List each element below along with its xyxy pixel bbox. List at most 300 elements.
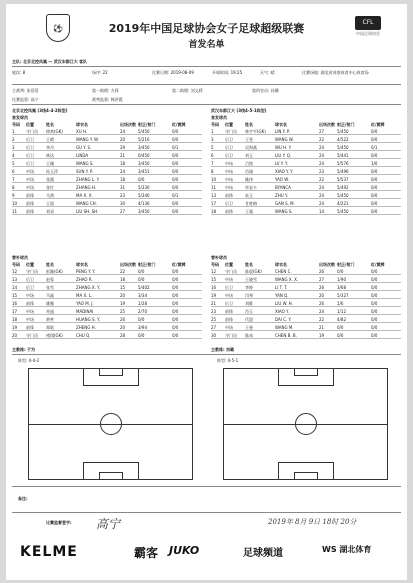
table-row <box>12 324 202 331</box>
table-row <box>12 208 202 215</box>
table-cell: 0/0 <box>371 277 378 282</box>
table-cell: WANG S. <box>76 161 94 166</box>
table-cell: 5/216 <box>138 137 150 142</box>
table-cell: 6 <box>12 169 15 174</box>
table-cell: 前锋 <box>225 209 233 214</box>
table-cell: 0/0 <box>138 333 145 338</box>
table-cell: 4 <box>12 153 15 158</box>
table-cell: 张雪 <box>46 285 54 290</box>
away-formation-label: 阵型: 4-5-1 <box>217 358 239 363</box>
table-cell: 18 <box>211 209 217 214</box>
table-cell: 李婷 <box>245 285 253 290</box>
sponsor-kelme: KELME <box>20 544 78 560</box>
table-cell: 5/450 <box>337 145 349 150</box>
table-cell: 0/0 <box>172 161 179 166</box>
table-cell: 0/0 <box>371 293 378 298</box>
table-cell: 7 <box>12 177 15 182</box>
table-cell: 19 <box>12 325 18 330</box>
table-cell: 0/0 <box>371 193 378 198</box>
table-cell: 彭颖(GK) <box>46 269 63 274</box>
table-cell: 0/0 <box>172 301 179 306</box>
table-cell: 中场 <box>225 161 233 166</box>
table-cell: 孙玉萍 <box>46 169 58 174</box>
table-cell: SUN Y. P. <box>76 169 93 174</box>
table-cell: 8 <box>12 185 15 190</box>
table-cell: 19 <box>211 293 217 298</box>
table-cell: 19 <box>120 301 126 306</box>
table-cell: 24 <box>120 129 126 134</box>
sponsor-bake: 霸客 <box>134 546 159 560</box>
lineup-sheet <box>6 4 407 580</box>
table-row <box>211 292 401 299</box>
table-cell: 前锋 <box>225 317 233 322</box>
table-row <box>211 184 401 191</box>
table-row <box>12 332 202 339</box>
table-cell: 10 <box>211 177 217 182</box>
table-cell: 31 <box>120 185 126 190</box>
table-cell: 中场 <box>26 185 34 190</box>
table-row <box>12 292 202 299</box>
table-cell: GAN S. M. <box>275 201 295 206</box>
home-formation-label: 阵型: 4-4-2 <box>18 358 40 363</box>
table-row <box>12 128 202 135</box>
table-cell: 吕悦 <box>245 161 253 166</box>
table-cell: 前锋 <box>26 209 34 214</box>
table-cell: 23 <box>319 169 325 174</box>
table-cell: 21 <box>319 325 325 330</box>
table-cell: 0/0 <box>371 137 378 142</box>
column-header: 红/黄牌 <box>371 262 385 267</box>
table-cell: 4/82 <box>337 317 346 322</box>
table-cell: 5 <box>12 161 15 166</box>
column-header: 红/黄牌 <box>172 122 186 127</box>
table-cell: 24 <box>319 185 325 190</box>
table-cell: 10 <box>12 201 18 206</box>
table-cell: MADINAI <box>76 309 94 314</box>
table-cell: 23 <box>120 193 126 198</box>
table-cell: 1/12 <box>337 309 346 314</box>
table-cell: 后卫 <box>26 161 34 166</box>
page-subtitle: 首发名单 <box>188 40 225 50</box>
column-header: 号码 <box>12 122 20 127</box>
cfl-badge: CFL <box>355 16 381 30</box>
signature-label: 比赛监督签字: <box>46 520 72 525</box>
table-cell: 16 <box>12 301 18 306</box>
table-cell: 守门员 <box>26 269 38 274</box>
table-cell: 5/450 <box>337 193 349 198</box>
table-cell: 19 <box>319 333 325 338</box>
table-cell: 11 <box>12 209 18 214</box>
home-team-header: 北京北控凤凰 (3线4-4-2阵型) <box>12 108 68 113</box>
table-cell: 马茜 <box>46 193 54 198</box>
column-header: 球衣名 <box>275 122 287 127</box>
table-cell: YAN Q. <box>275 293 289 298</box>
table-cell: 26 <box>319 301 325 306</box>
handwritten-date: 2019年 8月 9日 18时 20分 <box>268 518 357 526</box>
table-cell: 守门员 <box>225 269 237 274</box>
table-cell: 21 <box>120 153 126 158</box>
away-team-header: 武汉车都江大 (3线4-5-1阵型) <box>211 108 267 113</box>
table-cell: 20 <box>319 293 325 298</box>
table-cell: 后卫 <box>225 137 233 142</box>
table-cell: 29 <box>120 145 126 150</box>
column-header: 出场次数 <box>319 122 335 127</box>
table-cell: 14 <box>12 285 18 290</box>
table-cell: 0/0 <box>172 317 179 322</box>
table-cell: 23 <box>211 309 217 314</box>
table-cell: 8 <box>211 169 214 174</box>
table-cell: 17 <box>211 201 217 206</box>
table-row <box>12 300 202 307</box>
table-cell: 0/0 <box>371 269 378 274</box>
table-cell: ZHANG H. <box>76 185 97 190</box>
table-cell: 27 <box>319 129 325 134</box>
table-cell: YAO W. <box>275 177 289 182</box>
table-cell: 16 <box>211 285 217 290</box>
table-cell: 0/0 <box>138 277 145 282</box>
table-cell: 18 <box>120 177 126 182</box>
table-cell: 5/402 <box>138 285 150 290</box>
table-cell: 5/492 <box>337 185 349 190</box>
table-cell: 27 <box>319 277 325 282</box>
cfa-logo-icon: ⚽ <box>46 14 70 42</box>
table-cell: 0/0 <box>371 301 378 306</box>
table-cell: CHEN C. <box>275 269 292 274</box>
table-cell: 0/0 <box>138 177 145 182</box>
table-cell: 30 <box>211 333 217 338</box>
table-cell: 7 <box>211 161 214 166</box>
table-cell: 24 <box>120 169 126 174</box>
table-cell: 0/1 <box>172 193 179 198</box>
table-cell: 25 <box>211 317 217 322</box>
table-cell: 后卫 <box>26 285 34 290</box>
column-header: 姓名 <box>46 262 54 267</box>
table-cell: 陈冰 <box>245 333 253 338</box>
table-cell: 0/0 <box>371 209 378 214</box>
table-cell: 前锋 <box>26 301 34 306</box>
away-coach-label: 主教练: 刘璐 <box>211 347 234 352</box>
table-cell: 18 <box>120 277 126 282</box>
table-cell: 0/0 <box>172 333 179 338</box>
table-cell: 林宇平(GK) <box>245 129 266 134</box>
table-cell: 0/0 <box>337 333 344 338</box>
table-cell: 18 <box>120 161 126 166</box>
table-cell: 3 <box>211 137 214 142</box>
table-cell: 5/450 <box>337 209 349 214</box>
table-cell: 0/0 <box>337 269 344 274</box>
column-header: 姓名 <box>245 262 253 267</box>
away-subs-label: 替补球员 <box>211 255 227 260</box>
table-row <box>12 200 202 207</box>
table-cell: 4/522 <box>337 137 349 142</box>
table-cell: 0/0 <box>371 129 378 134</box>
table-row <box>211 160 401 167</box>
table-cell: 中场 <box>26 169 34 174</box>
table-cell: 姚娜 <box>46 301 54 306</box>
table-cell: WU H. Y. <box>275 145 292 150</box>
column-header: 射正/射门 <box>138 262 156 267</box>
table-cell: 4/221 <box>337 201 349 206</box>
table-row <box>211 200 401 207</box>
table-cell: 前锋 <box>26 325 34 330</box>
table-cell: 6 <box>211 153 214 158</box>
column-header: 位置 <box>225 262 233 267</box>
table-cell: 前锋 <box>26 193 34 198</box>
table-cell: 5/496 <box>337 169 349 174</box>
table-cell: 前锋 <box>225 193 233 198</box>
table-cell: 麦迪 <box>46 309 54 314</box>
table-cell: 中场 <box>225 277 233 282</box>
table-cell: 18 <box>12 317 18 322</box>
table-cell: 王曼 <box>245 325 253 330</box>
match-director-label: 比赛监督: 高宁 <box>12 97 39 102</box>
table-cell: 王珊 <box>46 161 54 166</box>
table-cell: 0/0 <box>172 177 179 182</box>
table-cell: 林达 <box>46 153 54 158</box>
table-cell: 3 <box>12 145 15 150</box>
column-header: 位置 <box>26 262 34 267</box>
table-cell: LIU W. H. <box>275 301 293 306</box>
table-row <box>12 316 202 323</box>
table-cell: 2 <box>12 137 15 142</box>
table-row <box>12 184 202 191</box>
table-row <box>211 176 401 183</box>
table-row <box>12 308 202 315</box>
table-cell: 0/0 <box>172 153 179 158</box>
table-row <box>211 136 401 143</box>
table-row <box>211 144 401 151</box>
table-row <box>12 168 202 175</box>
table-cell: 1/6 <box>337 301 344 306</box>
table-cell: 15 <box>211 277 217 282</box>
ar2-label: 第二助理: 刘文莉 <box>172 88 203 93</box>
table-cell: 0/0 <box>371 177 378 182</box>
table-cell: 1/0 <box>371 161 378 166</box>
table-cell: 17 <box>12 309 18 314</box>
table-row <box>211 208 401 215</box>
table-cell: 28 <box>120 333 126 338</box>
table-cell: 22 <box>319 137 325 142</box>
table-cell: 前锋 <box>26 201 34 206</box>
table-cell: 王晓雪 <box>245 277 257 282</box>
table-row <box>12 268 202 275</box>
time-label: 开球时间: 19:25 <box>212 70 243 75</box>
table-cell: 赵蓉 <box>46 277 54 282</box>
table-cell: ZHAO R. <box>76 277 93 282</box>
sponsor-juko: JUKO <box>169 544 200 557</box>
column-header: 号码 <box>211 122 219 127</box>
table-cell: 张露 <box>46 177 54 182</box>
table-cell: 20 <box>12 333 18 338</box>
table-cell: 0/0 <box>172 277 179 282</box>
table-cell: 20 <box>120 137 126 142</box>
table-cell: 14 <box>319 209 325 214</box>
sponsor-football-channel: 足球频道 <box>243 548 283 559</box>
table-row <box>211 152 401 159</box>
table-cell: 0/0 <box>172 201 179 206</box>
table-cell: 0/0 <box>172 209 179 214</box>
table-cell: 26 <box>319 285 325 290</box>
table-cell: 马磊 <box>46 293 54 298</box>
table-cell: 王霜 <box>245 209 253 214</box>
table-cell: 中场 <box>26 177 34 182</box>
home-starters-label: 首发球员 <box>12 115 28 120</box>
table-cell: 13 <box>211 193 217 198</box>
table-row <box>12 176 202 183</box>
table-cell: 22 <box>319 177 325 182</box>
table-cell: 24 <box>319 193 325 198</box>
column-header: 姓名 <box>245 122 253 127</box>
table-cell: 0/1 <box>371 145 378 150</box>
table-cell: 2/70 <box>138 309 147 314</box>
table-cell: 中场 <box>26 293 34 298</box>
table-cell: 张红 <box>46 185 54 190</box>
table-cell: 中场 <box>225 169 233 174</box>
table-cell: CHEN B. B. <box>275 333 297 338</box>
table-cell: 守门员 <box>26 333 38 338</box>
table-cell: 中场 <box>225 185 233 190</box>
table-header <box>12 261 202 268</box>
table-row <box>12 192 202 199</box>
table-cell: 11 <box>211 185 217 190</box>
table-cell: 24 <box>319 201 325 206</box>
table-cell: 0/0 <box>172 309 179 314</box>
table-cell: 中场 <box>225 177 233 182</box>
table-cell: 中场 <box>26 309 34 314</box>
table-cell: GU Y. S. <box>76 145 92 150</box>
table-cell: 15 <box>120 285 126 290</box>
table-cell: MA X. X. <box>76 193 93 198</box>
column-header: 球衣名 <box>76 122 88 127</box>
ar1-label: 第一助理: 方莉 <box>92 88 119 93</box>
home-subs-label: 替补球员 <box>12 255 28 260</box>
table-cell: 22 <box>319 317 325 322</box>
notes-label: 备注: <box>18 496 28 501</box>
table-cell: 26 <box>319 269 325 274</box>
table-cell: 15 <box>12 293 18 298</box>
table-cell: 5/576 <box>337 161 349 166</box>
column-header: 号码 <box>211 262 219 267</box>
column-header: 射正/射门 <box>337 262 355 267</box>
table-row <box>211 300 401 307</box>
table-cell: 0/0 <box>138 317 145 322</box>
column-header: 号码 <box>12 262 20 267</box>
table-cell: MA X. L. <box>76 293 93 298</box>
table-cell: 25 <box>120 309 126 314</box>
table-cell: 黄笑 <box>46 317 54 322</box>
table-row <box>211 192 401 199</box>
column-header: 出场次数 <box>120 262 136 267</box>
table-cell: WANG Y. W. <box>76 137 99 142</box>
table-cell: 24 <box>319 145 325 150</box>
table-cell: 刘玉 <box>245 153 253 158</box>
table-cell: 后卫 <box>26 153 34 158</box>
table-cell: 22 <box>120 269 126 274</box>
table-cell: 后卫 <box>225 285 233 290</box>
column-header: 球衣名 <box>76 262 88 267</box>
table-cell: 姚伟 <box>245 177 253 182</box>
table-cell: 24 <box>319 161 325 166</box>
venue-label: 比赛场地: 湖北省英豪体育中心体育场 <box>302 70 369 75</box>
cfl-subtext: 中国足球协会 <box>356 31 380 36</box>
table-cell: 20 <box>120 325 126 330</box>
table-cell: 0/0 <box>371 309 378 314</box>
table-cell: 后卫 <box>225 301 233 306</box>
table-row <box>211 324 401 331</box>
table-cell: 1/90 <box>337 277 346 282</box>
column-header: 出场次数 <box>319 262 335 267</box>
home-coach-label: 主教练: 于为 <box>12 347 35 352</box>
table-cell: 0/0 <box>371 333 378 338</box>
table-cell: 3/450 <box>138 209 150 214</box>
table-row <box>211 128 401 135</box>
table-cell: ZHU Y. <box>275 193 288 198</box>
table-cell: 0/0 <box>172 137 179 142</box>
table-cell: 中场 <box>225 293 233 298</box>
table-row <box>211 268 401 275</box>
table-cell: ZHENG H. <box>76 325 96 330</box>
table-cell: 5/450 <box>337 129 349 134</box>
table-cell: 朱玉 <box>245 193 253 198</box>
table-cell: 12 <box>211 269 217 274</box>
table-row <box>12 152 202 159</box>
table-cell: 吴海燕 <box>245 145 257 150</box>
table-cell: WANG M. <box>275 325 294 330</box>
table-cell: 0/0 <box>371 169 378 174</box>
table-cell: 0/0 <box>371 285 378 290</box>
table-cell: 中场 <box>225 325 233 330</box>
table-cell: 后卫 <box>225 153 233 158</box>
table-cell: WANG CH. <box>76 201 97 206</box>
table-cell: ZHANG L. Y. <box>76 177 100 182</box>
referee-assessor-label: 裁判监督: 韩洪霞 <box>92 97 123 102</box>
table-cell: 甘胜梅 <box>245 201 257 206</box>
table-cell: XIAO Y. Y. <box>275 169 294 174</box>
table-cell: DAI C. Y. <box>275 317 292 322</box>
table-cell: 王晨 <box>46 201 54 206</box>
column-header: 位置 <box>225 122 233 127</box>
column-header: 球衣名 <box>275 262 287 267</box>
table-cell: 0/450 <box>138 153 150 158</box>
fourth-official-label: 第四官员: 孙娜 <box>252 88 279 93</box>
table-cell: 5 <box>211 145 214 150</box>
table-row <box>12 284 202 291</box>
table-cell: 1 <box>12 129 15 134</box>
weather-label: 天气: 晴 <box>260 70 275 75</box>
table-cell: 0/0 <box>172 285 179 290</box>
page-title: 2019年中国足球协会女子足球超级联赛 <box>108 22 305 35</box>
table-cell: 30 <box>120 201 126 206</box>
table-cell: 守门员 <box>225 333 237 338</box>
table-cell: 20 <box>120 293 126 298</box>
table-cell: 5/441 <box>337 153 349 158</box>
table-cell: LV Y. Y. <box>275 161 288 166</box>
table-cell: 刘维 <box>245 301 253 306</box>
table-cell: 0/0 <box>371 317 378 322</box>
table-cell: BYANCA <box>275 185 291 190</box>
table-cell: 中场 <box>26 317 34 322</box>
away-starters-label: 首发球员 <box>211 115 227 120</box>
table-cell: 王雯 <box>245 137 253 142</box>
table-row <box>12 160 202 167</box>
table-cell: WANG W. <box>275 137 294 142</box>
table-row <box>211 308 401 315</box>
table-cell: 0/0 <box>371 325 378 330</box>
column-header: 位置 <box>26 122 34 127</box>
column-header: 出场次数 <box>120 122 136 127</box>
table-cell: WANG X. X. <box>275 277 299 282</box>
table-cell: LIU Y. Q. <box>275 153 292 158</box>
